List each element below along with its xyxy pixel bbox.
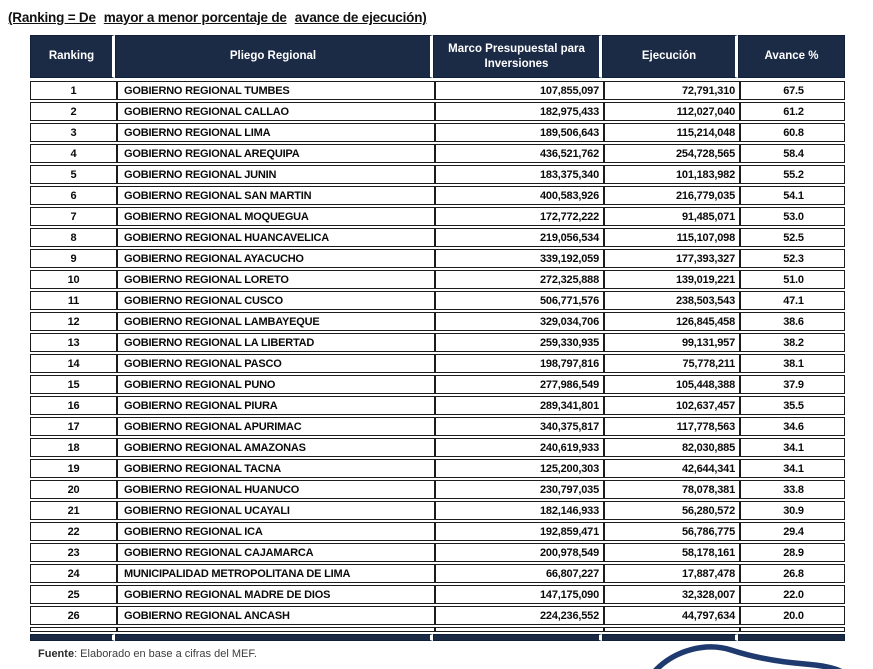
cell-rank: 9 xyxy=(70,252,77,265)
cell-marco: 66,807,227 xyxy=(434,565,603,582)
cell-ejecucion: 105,448,388 xyxy=(603,376,739,393)
cell-ejecucion: 75,778,211 xyxy=(603,355,739,372)
cell-avance: 38.1 xyxy=(739,355,846,372)
header-ejecucion: Ejecución xyxy=(602,35,738,78)
cell-ejecucion: 115,214,048 xyxy=(603,124,739,141)
bottom-bar-segment xyxy=(738,634,845,641)
cell-ejecucion: 58,178,161 xyxy=(603,544,739,561)
cell-marco: 182,975,433 xyxy=(434,103,603,120)
table-row xyxy=(30,333,845,352)
cell-avance: 38.6 xyxy=(739,313,846,330)
cell-pliego: GOBIERNO REGIONAL LIMA xyxy=(116,124,434,141)
cell-ejecucion: 139,019,221 xyxy=(603,271,739,288)
source-label: Fuente xyxy=(38,648,75,660)
table-row xyxy=(30,417,845,436)
cell-pliego: GOBIERNO REGIONAL AYACUCHO xyxy=(116,250,434,267)
cell-pliego: MUNICIPALIDAD METROPOLITANA DE LIMA xyxy=(116,565,434,582)
cell-rank: 15 xyxy=(67,378,80,391)
cell-pliego: GOBIERNO REGIONAL PIURA xyxy=(116,397,434,414)
cell-ejecucion: 254,728,565 xyxy=(603,145,739,162)
cell-ejecucion: 42,644,341 xyxy=(603,460,739,477)
cell-rank: 12 xyxy=(67,315,80,328)
cell-marco: 182,146,933 xyxy=(434,502,603,519)
cell-pliego: GOBIERNO REGIONAL HUANCAVELICA xyxy=(116,229,434,246)
cell-avance: 20.0 xyxy=(739,607,846,624)
cell-avance: 34.1 xyxy=(739,439,846,456)
cell-marco: 107,855,097 xyxy=(434,82,603,99)
cell-rank: 19 xyxy=(67,462,80,475)
table-row xyxy=(30,291,845,310)
cell-rank: 17 xyxy=(67,420,80,433)
table-row xyxy=(30,501,845,520)
cell-avance: 35.5 xyxy=(739,397,846,414)
cell-pliego: GOBIERNO REGIONAL CALLAO xyxy=(116,103,434,120)
cell-marco: 277,986,549 xyxy=(434,376,603,393)
table-closing-row xyxy=(30,627,845,632)
cell-rank: 6 xyxy=(70,189,77,202)
table-row xyxy=(30,186,845,205)
cell-rank: 14 xyxy=(67,357,80,370)
table-row xyxy=(30,585,845,604)
caption-segment-1: (Ranking = De xyxy=(8,10,96,25)
cell-rank: 21 xyxy=(67,504,80,517)
cell-marco: 224,236,552 xyxy=(434,607,603,624)
cell-ejecucion: 56,280,572 xyxy=(603,502,739,519)
cell-ejecucion: 32,328,007 xyxy=(603,586,739,603)
bottom-bar-segment xyxy=(30,634,115,641)
table-row xyxy=(30,312,845,331)
cell-ejecucion: 117,778,563 xyxy=(603,418,739,435)
table-row xyxy=(30,207,845,226)
table-row xyxy=(30,102,845,121)
cell-rank: 4 xyxy=(70,147,77,160)
cell-marco: 340,375,817 xyxy=(434,418,603,435)
partial-logo-curve-icon xyxy=(628,641,873,669)
ranking-table xyxy=(30,35,845,641)
cell-pliego: GOBIERNO REGIONAL JUNIN xyxy=(116,166,434,183)
cell-rank: 20 xyxy=(67,483,80,496)
cell-marco: 125,200,303 xyxy=(434,460,603,477)
cell-ejecucion: 101,183,982 xyxy=(603,166,739,183)
cell-pliego: GOBIERNO REGIONAL LA LIBERTAD xyxy=(116,334,434,351)
cell-rank: 3 xyxy=(70,126,77,139)
cell-pliego: GOBIERNO REGIONAL PASCO xyxy=(116,355,434,372)
cell-pliego: GOBIERNO REGIONAL TUMBES xyxy=(116,82,434,99)
cell-rank: 7 xyxy=(70,210,77,223)
cell-marco: 147,175,090 xyxy=(434,586,603,603)
cell-avance: 60.8 xyxy=(739,124,846,141)
cell-rank: 16 xyxy=(67,399,80,412)
cell-rank: 26 xyxy=(67,609,80,622)
table-bottom-bar xyxy=(30,634,845,641)
table-row xyxy=(30,354,845,373)
cell-ejecucion: 216,779,035 xyxy=(603,187,739,204)
bottom-bar-segment xyxy=(602,634,738,641)
cell-avance: 61.2 xyxy=(739,103,846,120)
cell-marco: 172,772,222 xyxy=(434,208,603,225)
cell-pliego: GOBIERNO REGIONAL TACNA xyxy=(116,460,434,477)
cell-ejecucion: 56,786,775 xyxy=(603,523,739,540)
cell-avance: 37.9 xyxy=(739,376,846,393)
bottom-bar-segment xyxy=(115,634,433,641)
cell-pliego: GOBIERNO REGIONAL AMAZONAS xyxy=(116,439,434,456)
cell-avance: 26.8 xyxy=(739,565,846,582)
cell-marco: 198,797,816 xyxy=(434,355,603,372)
source-text: : Elaborado en base a cifras del MEF. xyxy=(74,648,257,660)
cell-rank: 24 xyxy=(67,567,80,580)
cell-ejecucion: 72,791,310 xyxy=(603,82,739,99)
header-pliego: Pliego Regional xyxy=(115,35,433,78)
table-row xyxy=(30,564,845,583)
cell-marco: 339,192,059 xyxy=(434,250,603,267)
cell-pliego: GOBIERNO REGIONAL MOQUEGUA xyxy=(116,208,434,225)
table-row xyxy=(30,396,845,415)
table-row xyxy=(30,249,845,268)
table-row xyxy=(30,606,845,625)
cell-pliego: GOBIERNO REGIONAL APURIMAC xyxy=(116,418,434,435)
cell-ejecucion: 91,485,071 xyxy=(603,208,739,225)
cell-ejecucion: 115,107,098 xyxy=(603,229,739,246)
table-row xyxy=(30,81,845,100)
table-row xyxy=(30,522,845,541)
table-row xyxy=(30,144,845,163)
cell-marco: 400,583,926 xyxy=(434,187,603,204)
cell-avance: 28.9 xyxy=(739,544,846,561)
cell-marco: 289,341,801 xyxy=(434,397,603,414)
cell-avance: 52.3 xyxy=(739,250,846,267)
cell-avance: 34.6 xyxy=(739,418,846,435)
cell-pliego: GOBIERNO REGIONAL LORETO xyxy=(116,271,434,288)
cell-marco: 219,056,534 xyxy=(434,229,603,246)
cell-avance: 55.2 xyxy=(739,166,846,183)
cell-marco: 230,797,035 xyxy=(434,481,603,498)
table-row xyxy=(30,480,845,499)
cell-pliego: GOBIERNO REGIONAL MADRE DE DIOS xyxy=(116,586,434,603)
cell-avance: 67.5 xyxy=(739,82,846,99)
cell-ejecucion: 78,078,381 xyxy=(603,481,739,498)
cell-pliego: GOBIERNO REGIONAL PUNO xyxy=(116,376,434,393)
cell-rank: 11 xyxy=(67,294,80,307)
cell-pliego: GOBIERNO REGIONAL UCAYALI xyxy=(116,502,434,519)
caption-segment-2: mayor a menor porcentaje de xyxy=(103,10,287,25)
cell-marco: 192,859,471 xyxy=(434,523,603,540)
table-row xyxy=(30,459,845,478)
cell-rank: 18 xyxy=(67,441,80,454)
cell-rank: 1 xyxy=(70,84,77,97)
cell-rank: 25 xyxy=(67,588,80,601)
header-ranking: Ranking xyxy=(30,35,115,78)
cell-pliego: GOBIERNO REGIONAL CAJAMARCA xyxy=(116,544,434,561)
cell-marco: 183,375,340 xyxy=(434,166,603,183)
cell-avance: 53.0 xyxy=(739,208,846,225)
header-avance: Avance % xyxy=(738,35,845,78)
cell-ejecucion: 44,797,634 xyxy=(603,607,739,624)
cell-marco: 189,506,643 xyxy=(434,124,603,141)
table-row xyxy=(30,375,845,394)
cell-ejecucion: 126,845,458 xyxy=(603,313,739,330)
cell-avance: 29.4 xyxy=(739,523,846,540)
cell-pliego: GOBIERNO REGIONAL HUANUCO xyxy=(116,481,434,498)
cell-avance: 34.1 xyxy=(739,460,846,477)
table-body xyxy=(30,81,845,625)
caption-segment-3: avance de ejecución) xyxy=(294,10,427,25)
cell-pliego: GOBIERNO REGIONAL LAMBAYEQUE xyxy=(116,313,434,330)
cell-rank: 2 xyxy=(70,105,77,118)
cell-ejecucion: 82,030,885 xyxy=(603,439,739,456)
cell-avance: 51.0 xyxy=(739,271,846,288)
cell-rank: 5 xyxy=(70,168,77,181)
cell-ejecucion: 238,503,543 xyxy=(603,292,739,309)
cell-ejecucion: 112,027,040 xyxy=(603,103,739,120)
cell-avance: 54.1 xyxy=(739,187,846,204)
cell-marco: 259,330,935 xyxy=(434,334,603,351)
cell-pliego: GOBIERNO REGIONAL ANCASH xyxy=(116,607,434,624)
table-row xyxy=(30,270,845,289)
cell-rank: 8 xyxy=(70,231,77,244)
cell-avance: 30.9 xyxy=(739,502,846,519)
cell-marco: 240,619,933 xyxy=(434,439,603,456)
cell-rank: 10 xyxy=(67,273,80,286)
cell-ejecucion: 17,887,478 xyxy=(603,565,739,582)
table-row xyxy=(30,438,845,457)
cell-avance: 47.1 xyxy=(739,292,846,309)
cell-avance: 58.4 xyxy=(739,145,846,162)
cell-ejecucion: 102,637,457 xyxy=(603,397,739,414)
cell-marco: 200,978,549 xyxy=(434,544,603,561)
cell-avance: 33.8 xyxy=(739,481,846,498)
cell-rank: 13 xyxy=(67,336,80,349)
cell-rank: 22 xyxy=(67,525,80,538)
table-row xyxy=(30,123,845,142)
table-row xyxy=(30,228,845,247)
cell-ejecucion: 99,131,957 xyxy=(603,334,739,351)
cell-marco: 272,325,888 xyxy=(434,271,603,288)
cell-marco: 506,771,576 xyxy=(434,292,603,309)
table-row xyxy=(30,165,845,184)
cell-rank: 23 xyxy=(67,546,80,559)
cell-pliego: GOBIERNO REGIONAL AREQUIPA xyxy=(116,145,434,162)
ranking-caption xyxy=(8,10,427,25)
cell-pliego: GOBIERNO REGIONAL CUSCO xyxy=(116,292,434,309)
table-row xyxy=(30,543,845,562)
cell-marco: 329,034,706 xyxy=(434,313,603,330)
cell-pliego: GOBIERNO REGIONAL ICA xyxy=(116,523,434,540)
cell-marco: 436,521,762 xyxy=(434,145,603,162)
cell-avance: 22.0 xyxy=(739,586,846,603)
cell-avance: 52.5 xyxy=(739,229,846,246)
cell-pliego: GOBIERNO REGIONAL SAN MARTIN xyxy=(116,187,434,204)
cell-avance: 38.2 xyxy=(739,334,846,351)
table-header-row xyxy=(30,35,845,78)
source-note xyxy=(38,648,257,660)
bottom-bar-segment xyxy=(433,634,602,641)
cell-ejecucion: 177,393,327 xyxy=(603,250,739,267)
header-marco: Marco Presupuestal para Inversiones xyxy=(433,35,602,78)
